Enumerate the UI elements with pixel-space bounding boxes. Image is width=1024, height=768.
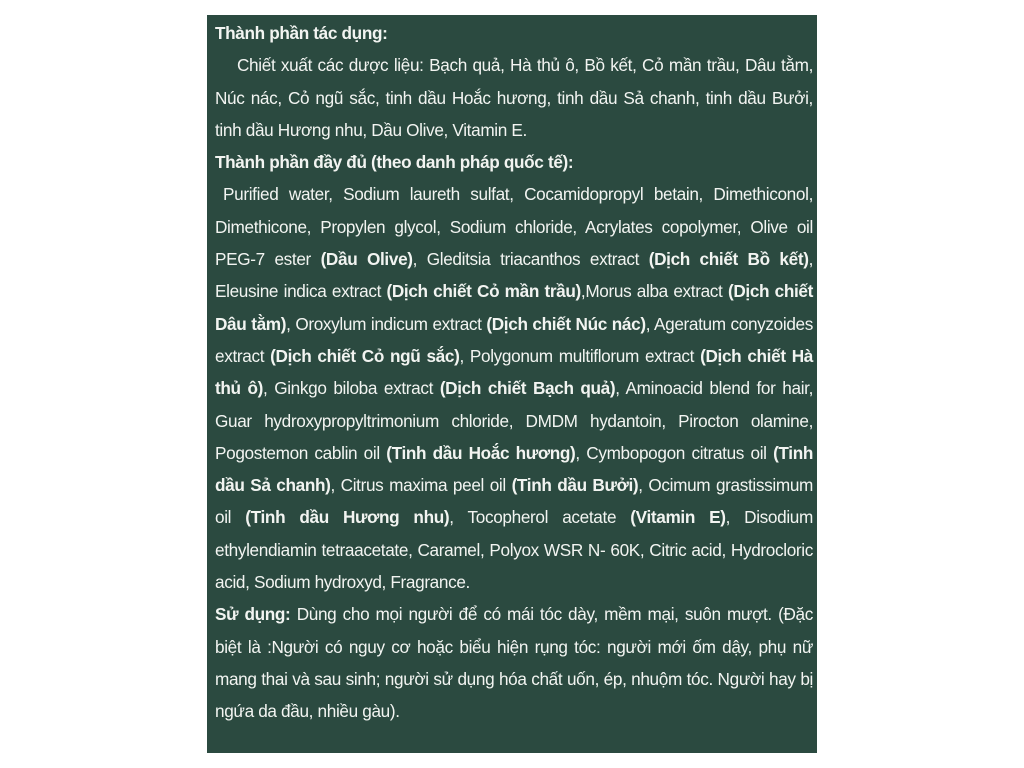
- ingredient-list-segment: , Oroxylum indicum extract: [286, 313, 487, 334]
- active-ingredients-text: Chiết xuất các dược liệu: Bạch quả, Hà thủ ô, Bồ kết, Cỏ mần trầu, Dâu tằm, Núc nác, Cỏ ngũ sắc, tinh dầu Hoắc hương, tinh dầu Sả chanh, tinh dầu Bưởi, tinh dầu Hương nhu, Dầu Olive, Vitamin E.: [215, 55, 813, 140]
- ingredient-list-segment: , Tocopherol acetate: [449, 507, 631, 528]
- ingredient-list-segment: ,Morus alba extract: [580, 281, 728, 302]
- ingredients-label-panel: [207, 15, 817, 753]
- ingredient-list-segment: , Polygonum multiflorum extract: [459, 345, 701, 366]
- ingredient-vietnamese-name: (Tinh dầu Bưởi): [511, 475, 639, 496]
- ingredient-vietnamese-name: (Dịch chiết Hà thủ ô): [215, 345, 813, 399]
- ingredient-list-segment: , Citrus maxima peel oil: [330, 475, 512, 496]
- ingredient-vietnamese-name: (Dịch chiết Dâu tằm): [215, 281, 814, 334]
- ingredient-vietnamese-name: (Tinh dầu Hoắc hương): [386, 442, 576, 463]
- ingredient-list-segment: , Ocimum grastissimum oil: [215, 475, 813, 528]
- ingredient-list-segment: , Ageratum conyzoides extract: [215, 313, 813, 366]
- ingredient-vietnamese-name: (Tinh dầu Sả chanh): [215, 442, 813, 496]
- ingredient-list-segment: Purified water, Sodium laureth sulfat, Cocamidopropyl betain, Dimethiconol, Dimethicone, Propylen glycol, Sodium chloride, Acrylates copolymer, Olive oil PEG-7 ester: [215, 184, 813, 270]
- ingredient-vietnamese-name: (Tinh dầu Hương nhu): [245, 507, 450, 528]
- ingredient-vietnamese-name: (Dịch chiết Bạch quả): [439, 378, 616, 399]
- ingredient-list-segment: , Aminoacid blend for hair, Guar hydroxypropyltrimonium chloride, DMDM hydantoin, Pirocton olamine, Pogostemon cablin oil: [215, 378, 814, 463]
- ingredient-list-segment: , Gleditsia triacanthos extract: [412, 249, 649, 270]
- ingredient-vietnamese-name: (Dịch chiết Bồ kết): [648, 249, 809, 270]
- usage-label: Sử dụng:: [215, 604, 291, 625]
- usage-text: Dùng cho mọi người để có mái tóc dày, mềm mại, suôn mượt. (Đặc biệt là :Người có nguy cơ hoặc biểu hiện rụng tóc: người mới ốm dậy, phụ nữ mang thai và sau sinh; người sử dụng hóa chất uốn, ép, nhuộm tóc. Người hay bị ngứa da đầu, nhiều gàu).: [215, 604, 813, 722]
- ingredient-vietnamese-name: (Dịch chiết Núc nác): [486, 313, 646, 334]
- ingredient-list-segment: , Ginkgo biloba extract: [262, 378, 440, 399]
- usage-paragraph: [215, 598, 813, 727]
- ingredient-list-segment: , Cymbopogon citratus oil: [575, 442, 774, 463]
- ingredient-list-segment: , Eleusine indica extract: [215, 249, 814, 302]
- full-ingredients-text: [215, 178, 813, 598]
- ingredient-vietnamese-name: (Vitamin E): [630, 507, 726, 528]
- ingredient-vietnamese-name: (Dịch chiết Cỏ ngũ sắc): [270, 345, 460, 366]
- ingredient-list-segment: , Disodium ethylendiamin tetraacetate, Caramel, Polyox WSR N- 60K, Citric acid, Hydrocloric acid, Sodium hydroxyd, Fragrance.: [215, 507, 813, 593]
- ingredient-vietnamese-name: (Dầu Olive): [320, 249, 413, 270]
- full-ingredients-heading: Thành phần đầy đủ (theo danh pháp quốc tế):: [215, 152, 574, 173]
- ingredient-vietnamese-name: (Dịch chiết Cỏ mần trầu): [386, 281, 581, 302]
- active-ingredients-heading: Thành phần tác dụng:: [215, 23, 388, 43]
